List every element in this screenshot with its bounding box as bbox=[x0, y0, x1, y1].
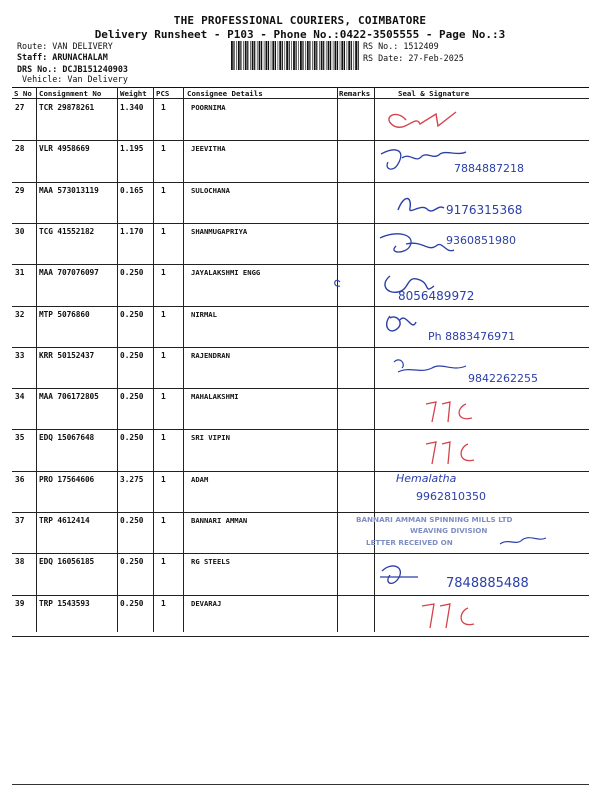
stamp-line-3: LETTER RECEIVED ON bbox=[366, 538, 453, 547]
col-divider bbox=[153, 87, 154, 632]
row-weight: 0.165 bbox=[120, 185, 144, 195]
barcode-bar bbox=[330, 41, 331, 70]
row-weight: 0.250 bbox=[120, 516, 144, 525]
barcode-icon bbox=[231, 41, 359, 70]
row-consignee: SHANMUGAPRIYA bbox=[191, 226, 248, 236]
row-pcs: 1 bbox=[161, 557, 166, 567]
barcode-bar bbox=[285, 41, 286, 70]
col-header-sno: S No bbox=[14, 89, 32, 98]
row-consignee: JAYALAKSHMI ENGG bbox=[191, 268, 261, 278]
barcode-bar bbox=[252, 41, 254, 70]
row-sno: 33 bbox=[15, 350, 25, 360]
row-weight: 3.275 bbox=[120, 474, 144, 484]
col-header-weight: Weight bbox=[120, 89, 147, 98]
barcode-bar bbox=[257, 41, 258, 70]
row-pcs: 1 bbox=[161, 433, 166, 443]
barcode-bar bbox=[238, 41, 240, 70]
barcode-bar bbox=[289, 41, 290, 70]
signature-row-34 bbox=[376, 392, 586, 430]
signature-row-38-phone: 7848885488 bbox=[446, 576, 529, 591]
barcode-bar bbox=[259, 41, 261, 70]
row-sno: 32 bbox=[15, 309, 25, 319]
row-consignee: DEVARAJ bbox=[191, 598, 222, 608]
row-weight: 0.250 bbox=[120, 598, 144, 608]
row-consignment-number: PRO 17564606 bbox=[39, 474, 95, 484]
row-sno: 38 bbox=[15, 557, 25, 567]
row-pcs: 1 bbox=[161, 474, 166, 484]
row-sno: 27 bbox=[15, 103, 25, 112]
barcode-bar bbox=[314, 41, 316, 70]
rs-number: RS No.: 1512409 bbox=[363, 41, 439, 51]
col-divider bbox=[36, 87, 37, 632]
table-top-border bbox=[12, 87, 589, 88]
page-bottom-rule bbox=[12, 784, 589, 785]
signature-row-32 bbox=[376, 306, 586, 344]
row-consignee: RG STEELS bbox=[191, 557, 230, 567]
row-pcs: 1 bbox=[161, 268, 166, 278]
row-consignment-number: VLR 4958669 bbox=[39, 144, 90, 154]
barcode-bar bbox=[293, 41, 295, 70]
barcode-bar bbox=[335, 41, 337, 70]
row-weight: 1.170 bbox=[120, 226, 144, 236]
signature-row-35 bbox=[376, 432, 586, 470]
signature-row-36-name: Hemalatha bbox=[396, 472, 457, 485]
barcode-bar bbox=[291, 41, 292, 70]
signature-row-29-phone: 9176315368 bbox=[446, 203, 523, 217]
signature-row-36 bbox=[376, 470, 586, 508]
barcode-bar bbox=[296, 41, 297, 70]
row-sno: 31 bbox=[15, 268, 25, 278]
barcode-bar bbox=[272, 41, 274, 70]
col-header-remarks: Remarks bbox=[339, 89, 371, 98]
row-sno: 35 bbox=[15, 433, 25, 443]
barcode-bar bbox=[233, 41, 234, 70]
runsheet-title: Delivery Runsheet - P103 - Phone No.:0422-3505555 - Page No.:3 bbox=[94, 28, 506, 41]
row-sno: 39 bbox=[15, 598, 25, 608]
barcode-bar bbox=[254, 41, 255, 70]
signature-row-27 bbox=[376, 100, 586, 138]
barcode-bar bbox=[247, 41, 248, 70]
row-consignment-number: MAA 706172805 bbox=[39, 392, 99, 402]
row-consignee: BANNARI AMMAN bbox=[191, 516, 248, 525]
barcode-bar bbox=[231, 41, 233, 70]
barcode-bar bbox=[351, 41, 352, 70]
barcode-bar bbox=[354, 41, 355, 70]
row-consignee: POORNIMA bbox=[191, 103, 226, 112]
barcode-bar bbox=[321, 41, 323, 70]
route-label: Route: VAN DELIVERY bbox=[17, 41, 113, 51]
barcode-bar bbox=[316, 41, 317, 70]
barcode-bar bbox=[323, 41, 324, 70]
col-header-consignment: Consignment No bbox=[39, 89, 102, 98]
barcode-bar bbox=[264, 41, 265, 70]
barcode-bar bbox=[358, 41, 359, 70]
row-divider bbox=[12, 182, 589, 183]
row-consignee: SRI VIPIN bbox=[191, 433, 230, 443]
row-weight: 0.250 bbox=[120, 309, 144, 319]
row-weight: 0.250 bbox=[120, 268, 144, 278]
row-weight: 0.250 bbox=[120, 433, 144, 443]
signature-row-33-phone: 9842262255 bbox=[468, 372, 538, 385]
barcode-bar bbox=[326, 41, 327, 70]
barcode-bar bbox=[298, 41, 299, 70]
barcode-bar bbox=[279, 41, 281, 70]
row-consignee: RAJENDRAN bbox=[191, 350, 230, 360]
row-pcs: 1 bbox=[161, 598, 166, 608]
row-consignee: SULOCHANA bbox=[191, 185, 230, 195]
drs-number: DRS No.: DCJB151240903 bbox=[17, 64, 128, 74]
row-weight: 0.250 bbox=[120, 557, 144, 567]
row-weight: 1.195 bbox=[120, 144, 144, 154]
barcode-bar bbox=[341, 41, 343, 70]
signature-row-29 bbox=[376, 184, 586, 222]
row-consignment-number: EDQ 16056185 bbox=[39, 557, 95, 567]
row-sno: 37 bbox=[15, 516, 25, 525]
barcode-bar bbox=[245, 41, 247, 70]
signature-row-32-phone: Ph 8883476971 bbox=[428, 330, 516, 343]
barcode-bar bbox=[328, 41, 330, 70]
row-consignment-number: MAA 707076097 bbox=[39, 268, 99, 278]
signature-row-39 bbox=[376, 596, 586, 634]
row-consignee: ADAM bbox=[191, 474, 209, 484]
col-header-pcs: PCS bbox=[156, 89, 170, 98]
barcode-bar bbox=[271, 41, 272, 70]
col-divider bbox=[183, 87, 184, 632]
signature-row-36-phone: 9962810350 bbox=[416, 490, 486, 503]
row-consignment-number: TRP 1543593 bbox=[39, 598, 90, 608]
signature-row-28-phone: 7884887218 bbox=[454, 162, 524, 175]
row-consignment-number: MAA 573013119 bbox=[39, 185, 99, 195]
rs-date: RS Date: 27-Feb-2025 bbox=[363, 53, 464, 63]
row-weight: 0.250 bbox=[120, 350, 144, 360]
signature-row-33 bbox=[376, 348, 586, 386]
barcode-bar bbox=[344, 41, 345, 70]
col-divider bbox=[337, 87, 338, 632]
barcode-bar bbox=[282, 41, 283, 70]
barcode-bar bbox=[302, 41, 303, 70]
row-consignment-number: TRP 4612414 bbox=[39, 516, 90, 525]
barcode-bar bbox=[268, 41, 269, 70]
row-consignee: NIRMAL bbox=[191, 309, 217, 319]
stamp-line-1: BANNARI AMMAN SPINNING MILLS LTD bbox=[356, 515, 513, 524]
row-consignee: MAHALAKSHMI bbox=[191, 392, 239, 402]
barcode-bar bbox=[348, 41, 350, 70]
barcode-bar bbox=[243, 41, 244, 70]
row-sno: 36 bbox=[15, 474, 25, 484]
barcode-bar bbox=[250, 41, 251, 70]
barcode-bar bbox=[266, 41, 268, 70]
barcode-bar bbox=[236, 41, 237, 70]
row-consignment-number: EDQ 15067648 bbox=[39, 433, 95, 443]
staff-label: Staff: ARUNACHALAM bbox=[17, 52, 108, 62]
row-consignee: JEEVITHA bbox=[191, 144, 226, 154]
barcode-bar bbox=[340, 41, 341, 70]
row-consignment-number: TCR 29878261 bbox=[39, 103, 95, 112]
col-header-seal-signature: Seal & Signature bbox=[398, 89, 470, 98]
col-divider bbox=[117, 87, 118, 632]
barcode-bar bbox=[240, 41, 241, 70]
row-consignment-number: MTP 5076860 bbox=[39, 309, 90, 319]
barcode-bar bbox=[319, 41, 320, 70]
barcode-bar bbox=[278, 41, 279, 70]
barcode-bar bbox=[286, 41, 288, 70]
signature-row-28 bbox=[376, 142, 586, 180]
row-weight: 1.340 bbox=[120, 103, 144, 112]
row-sno: 29 bbox=[15, 185, 25, 195]
col-divider bbox=[374, 87, 375, 632]
stamp-row-37 bbox=[350, 512, 590, 550]
row-pcs: 1 bbox=[161, 226, 166, 236]
row-pcs: 1 bbox=[161, 392, 166, 402]
vehicle-label: Vehicle: Van Delivery bbox=[22, 74, 128, 84]
row-divider bbox=[12, 636, 589, 637]
barcode-bar bbox=[333, 41, 334, 70]
row-pcs: 1 bbox=[161, 144, 166, 154]
header-bottom-border bbox=[12, 98, 589, 99]
barcode-bar bbox=[355, 41, 357, 70]
row-divider bbox=[12, 388, 589, 389]
row-pcs: 1 bbox=[161, 185, 166, 195]
row-pcs: 1 bbox=[161, 103, 166, 112]
company-title: THE PROFESSIONAL COURIERS, COIMBATORE bbox=[173, 14, 427, 27]
row-sno: 34 bbox=[15, 392, 25, 402]
barcode-bar bbox=[347, 41, 348, 70]
row-pcs: 1 bbox=[161, 516, 166, 525]
row-pcs: 1 bbox=[161, 309, 166, 319]
col-header-consignee: Consignee Details bbox=[187, 89, 263, 98]
row-sno: 28 bbox=[15, 144, 25, 154]
signature-row-30 bbox=[376, 224, 586, 262]
row-weight: 0.250 bbox=[120, 392, 144, 402]
signature-row-31 bbox=[320, 264, 590, 302]
barcode-bar bbox=[261, 41, 262, 70]
signature-row-30-phone: 9360851980 bbox=[446, 234, 516, 247]
barcode-bar bbox=[300, 41, 302, 70]
barcode-bar bbox=[275, 41, 276, 70]
row-consignment-number: TCG 41552182 bbox=[39, 226, 95, 236]
barcode-bar bbox=[307, 41, 309, 70]
stamp-line-2: WEAVING DIVISION bbox=[410, 526, 488, 535]
barcode-bar bbox=[312, 41, 313, 70]
row-consignment-number: KRR 50152437 bbox=[39, 350, 95, 360]
barcode-bar bbox=[305, 41, 306, 70]
barcode-bar bbox=[337, 41, 338, 70]
signature-row-31-phone: 8056489972 bbox=[398, 289, 475, 303]
signature-row-38 bbox=[376, 555, 586, 593]
barcode-bar bbox=[309, 41, 310, 70]
row-sno: 30 bbox=[15, 226, 25, 236]
row-pcs: 1 bbox=[161, 350, 166, 360]
